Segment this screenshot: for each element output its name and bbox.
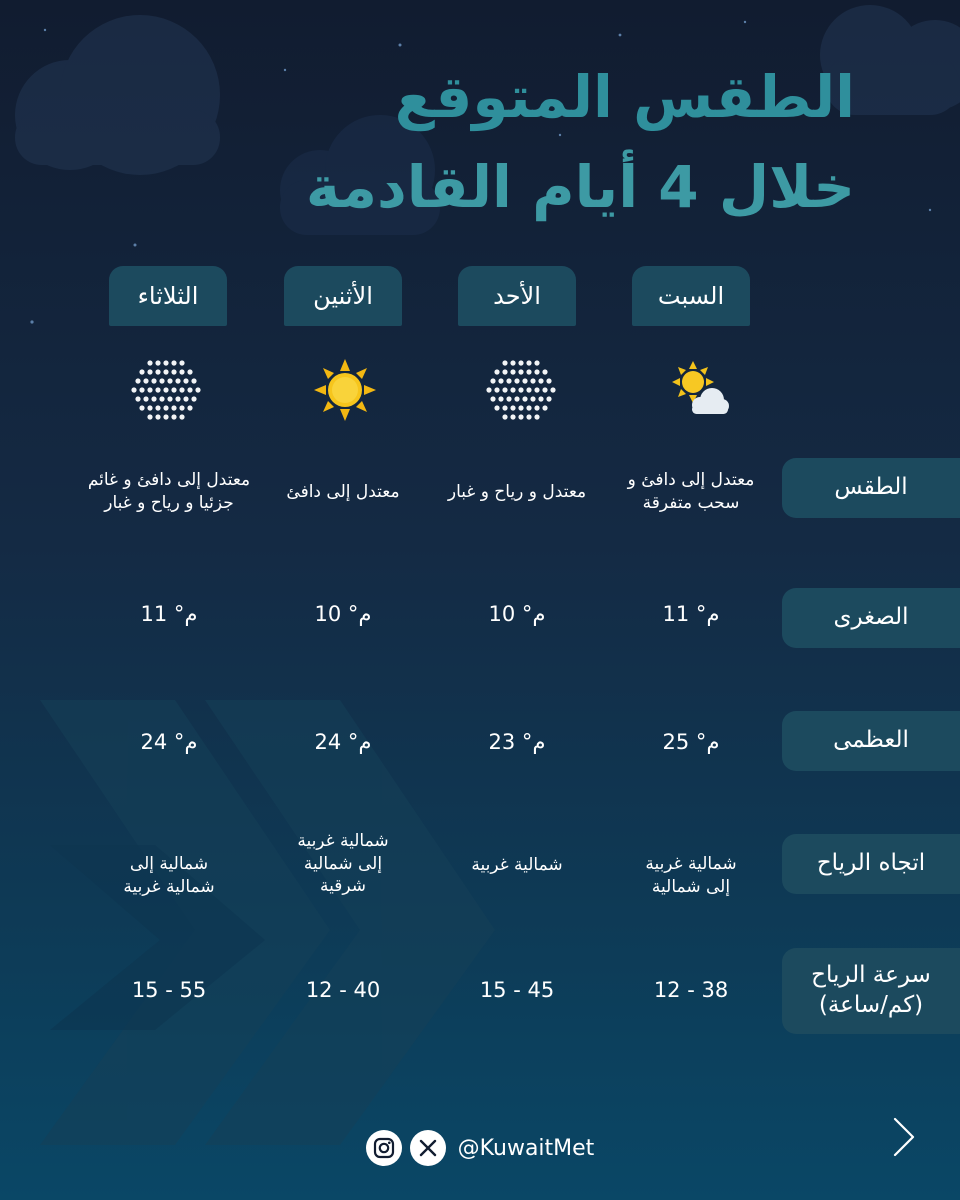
row-label-max: العظمى <box>782 711 960 771</box>
x-icon[interactable] <box>410 1130 446 1166</box>
day-tab-saturday: السبت <box>632 266 750 326</box>
page-title: الطقس المتوقع <box>394 63 855 131</box>
max-temp-mon: 24 °م <box>314 729 372 754</box>
max-temp-sun: 23 °م <box>488 729 546 754</box>
dust-icon <box>131 355 201 425</box>
wind-speed-tue: 15 - 55 <box>131 977 207 1002</box>
chevron-right-icon[interactable] <box>892 1116 916 1158</box>
dust-icon <box>486 355 556 425</box>
row-label-wind-direction: اتجاه الرياح <box>782 834 960 894</box>
row-label-wind-speed: سرعة الرياح (كم/ساعة) <box>782 948 960 1034</box>
weather-sat: معتدل إلى دافئ و سحب متفرقة <box>627 470 755 513</box>
min-temp-mon: 10 °م <box>314 601 372 626</box>
weather-mon: معتدل إلى دافئ <box>286 481 400 502</box>
social-handle[interactable]: @KuwaitMet <box>457 1135 595 1161</box>
wind-dir-sun: شمالية غربية <box>471 854 563 875</box>
wind-dir-mon: شمالية غربية إلى شمالية شرقية <box>297 830 389 897</box>
sun-icon <box>310 355 380 425</box>
wind-dir-sat: شمالية غربية إلى شمالية <box>645 854 737 897</box>
max-temp-tue: 24 °م <box>140 729 198 754</box>
min-temp-sat: 11 °م <box>662 601 720 626</box>
day-tab-tuesday: الثلاثاء <box>109 266 227 326</box>
min-temp-sun: 10 °م <box>488 601 546 626</box>
day-tab-monday: الأثنين <box>284 266 402 326</box>
max-temp-sat: 25 °م <box>662 729 720 754</box>
partly-cloudy-icon <box>666 355 736 425</box>
weather-sun: معتدل و رياح و غبار <box>447 481 587 502</box>
instagram-icon[interactable] <box>366 1130 402 1166</box>
row-label-min: الصغرى <box>782 588 960 648</box>
min-temp-tue: 11 °م <box>140 601 198 626</box>
wind-speed-sat: 12 - 38 <box>653 977 729 1002</box>
wind-speed-sun: 15 - 45 <box>479 977 555 1002</box>
day-tab-sunday: الأحد <box>458 266 576 326</box>
row-label-weather: الطقس <box>782 458 960 518</box>
footer <box>0 1130 960 1166</box>
page-subtitle: خلال 4 أيام القادمة <box>305 153 855 221</box>
weather-tue: معتدل إلى دافئ و غائم جزئيا و رياح و غبار <box>87 470 251 513</box>
wind-dir-tue: شمالية إلى شمالية غربية <box>123 854 215 897</box>
wind-speed-mon: 12 - 40 <box>305 977 381 1002</box>
